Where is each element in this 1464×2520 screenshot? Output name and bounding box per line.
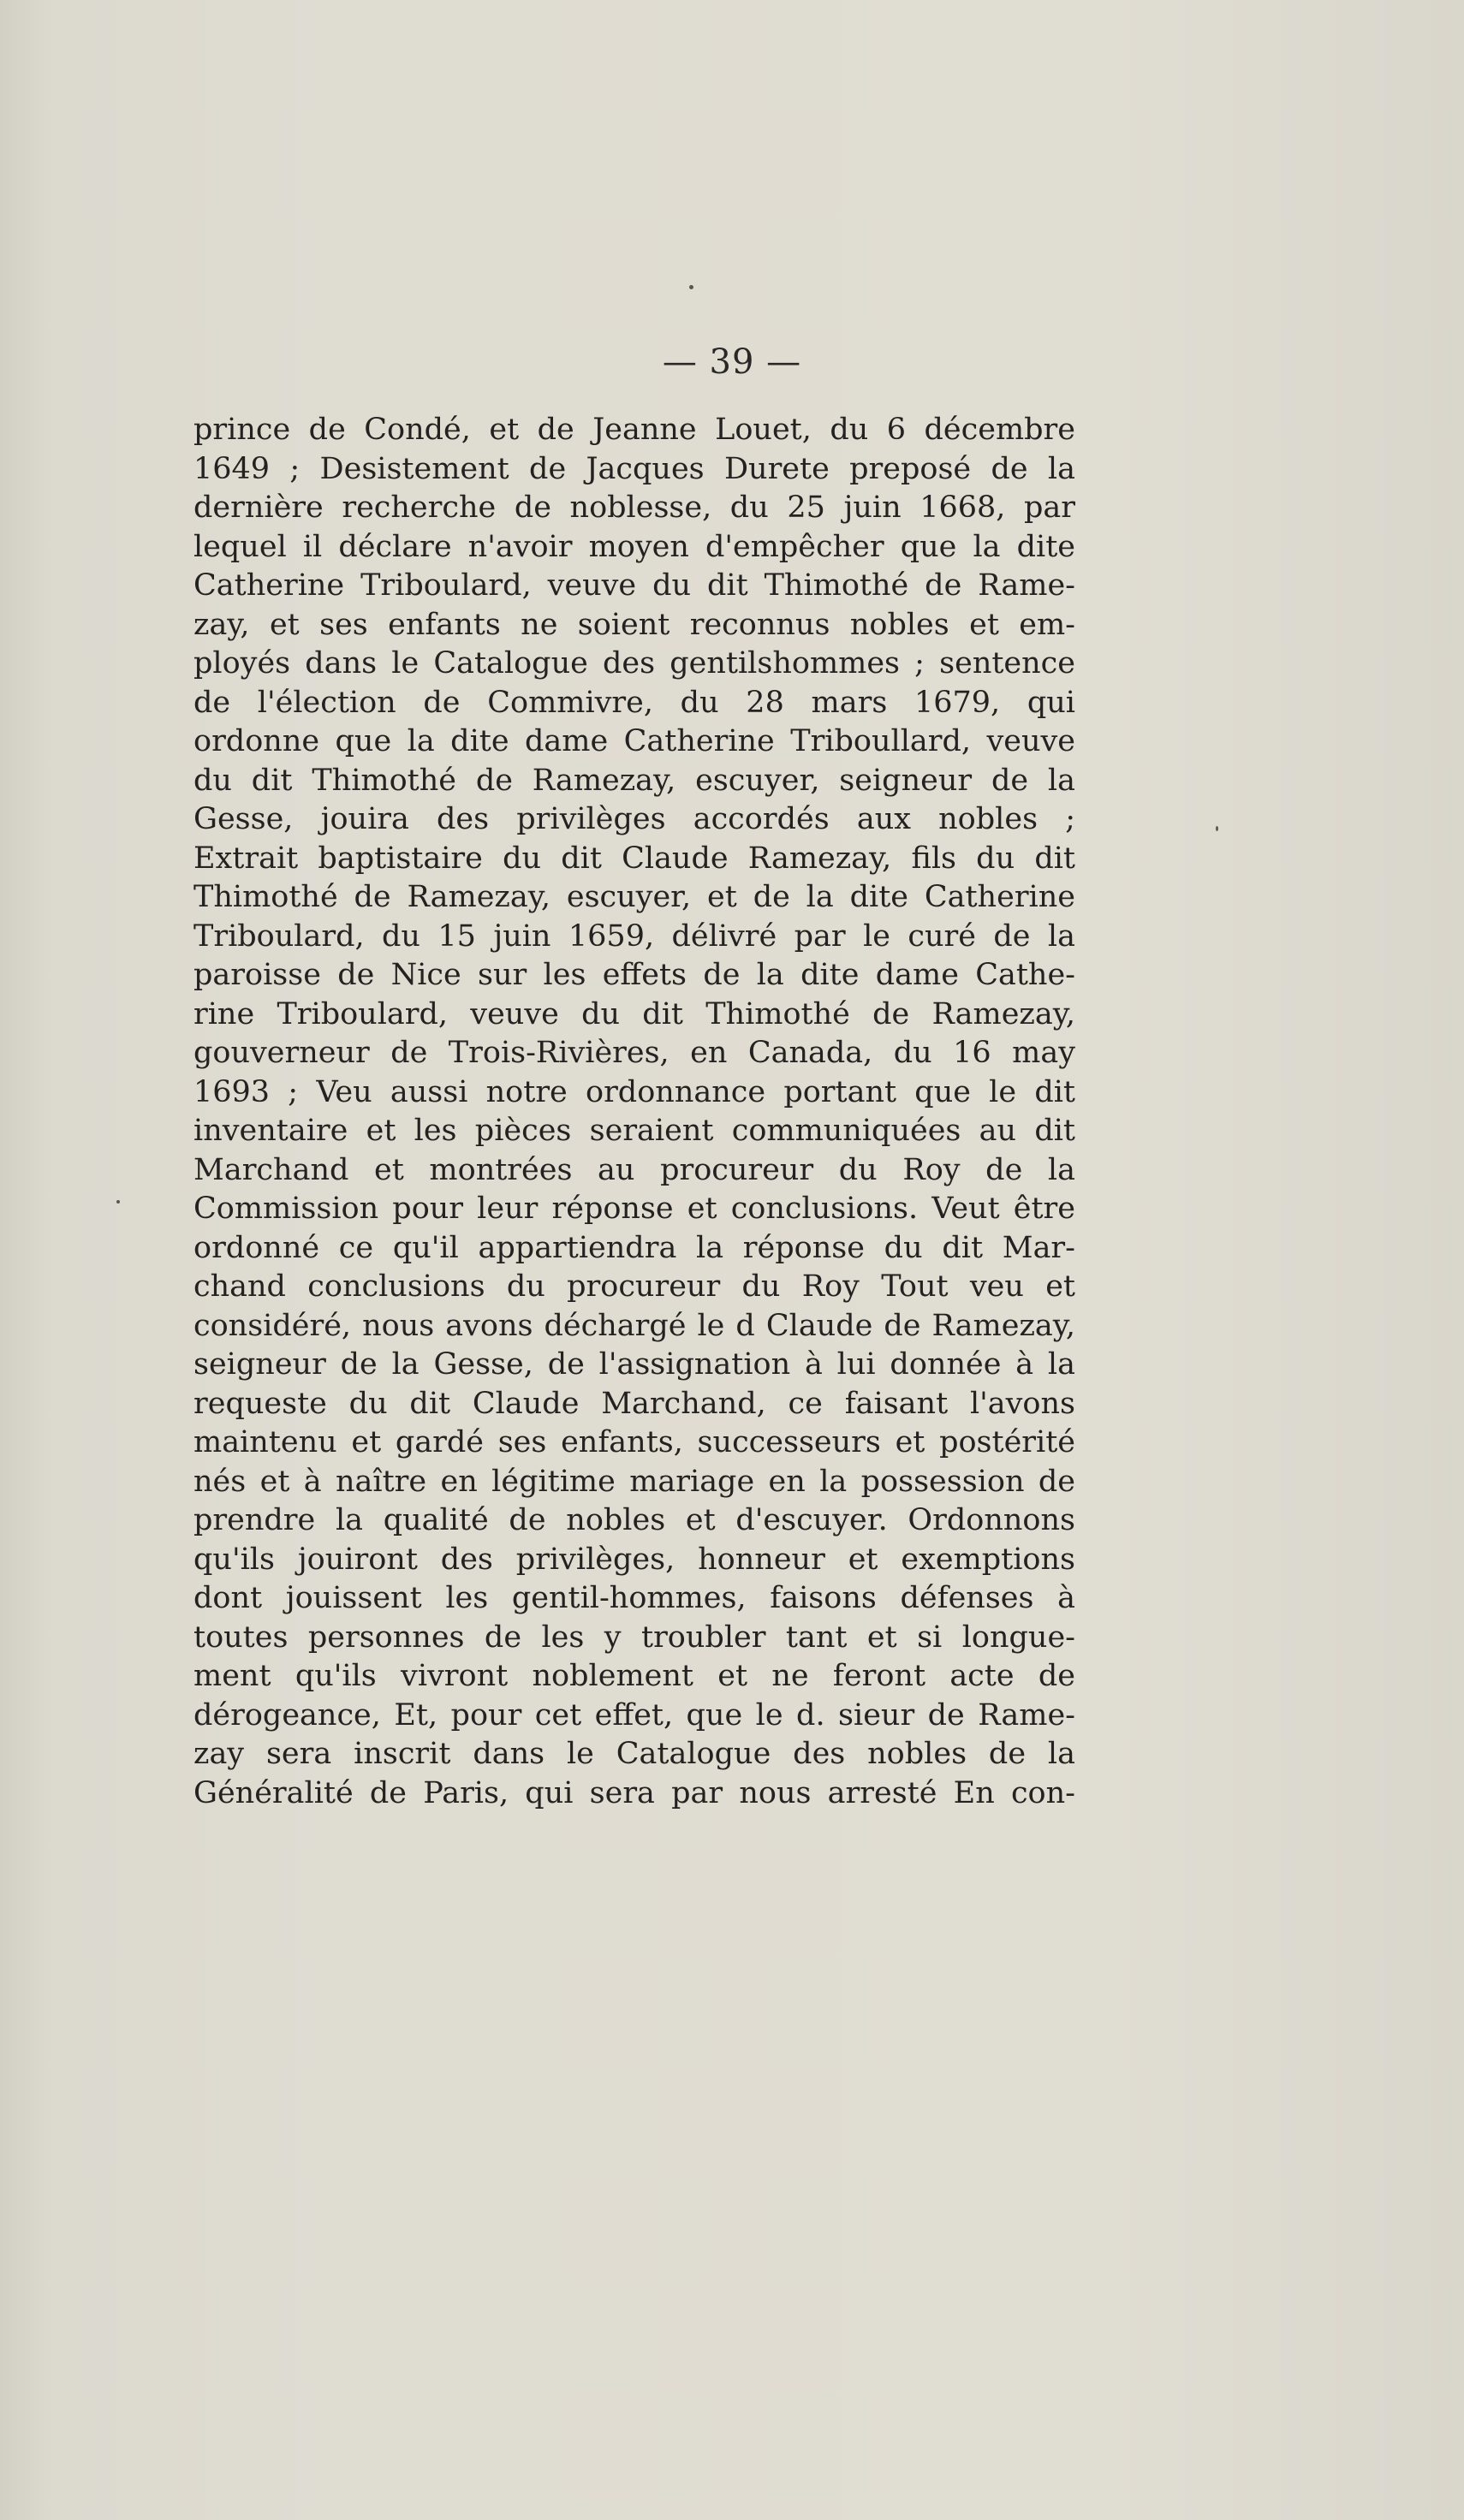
paper-speck xyxy=(689,285,693,289)
text-line: considéré, nous avons déchargé le d Claude de Ramezay, xyxy=(193,1308,1075,1343)
text-line: 1693 ; Veu aussi notre ordonnance portant que le dit xyxy=(193,1074,1075,1109)
text-line: Commission pour leur réponse et conclusions. Veut être xyxy=(193,1192,1075,1226)
paper-speck xyxy=(1216,826,1218,831)
text-line: paroisse de Nice sur les effets de la dite dame Cathe- xyxy=(193,958,1075,992)
text-line: ordonne que la dite dame Catherine Triboullard, veuve xyxy=(193,724,1075,758)
text-line: Catherine Triboulard, veuve du dit Thimothé de Rame- xyxy=(193,568,1075,603)
text-line: prendre la qualité de nobles et d'escuyer. Ordonnons xyxy=(193,1503,1075,1537)
text-line: dont jouissent les gentil-hommes, faisons défenses à xyxy=(193,1581,1075,1615)
text-line: du dit Thimothé de Ramezay, escuyer, seigneur de la xyxy=(193,763,1075,798)
text-line: dérogeance, Et, pour cet effet, que le d. sieur de Rame- xyxy=(193,1697,1075,1732)
text-line: Triboulard, du 15 juin 1659, délivré par le curé de la xyxy=(193,918,1075,954)
paper-speck xyxy=(116,1200,120,1204)
text-line: requeste du dit Claude Marchand, ce faisant l'avons xyxy=(193,1386,1075,1421)
text-line: Extrait baptistaire du dit Claude Ramezay, fils du dit xyxy=(193,841,1075,876)
text-line: gouverneur de Trois-Rivières, en Canada, du 16 may xyxy=(193,1036,1075,1070)
text-line: zay, et ses enfants ne soient reconnus nobles et em- xyxy=(193,607,1075,642)
text-line: qu'ils jouiront des privilèges, honneur et exemptions xyxy=(193,1542,1075,1577)
text-line: Généralité de Paris, qui sera par nous arresté En con- xyxy=(193,1775,1075,1810)
text-line: 1649 ; Desistement de Jacques Durete preposé de la xyxy=(193,451,1075,486)
text-line: ment qu'ils vivront noblement et ne feront acte de xyxy=(193,1659,1075,1693)
text-line: dernière recherche de noblesse, du 25 juin 1668, par xyxy=(193,490,1075,525)
text-line: ployés dans le Catalogue des gentilshommes ; sentence xyxy=(193,646,1075,681)
text-line: rine Triboulard, veuve du dit Thimothé de Ramezay, xyxy=(193,996,1075,1031)
text-line: Marchand et montrées au procureur du Roy de la xyxy=(193,1152,1075,1187)
text-line: seigneur de la Gesse, de l'assignation à lui donnée à la xyxy=(193,1347,1075,1382)
text-line: prince de Condé, et de Jeanne Louet, du 6 décembre xyxy=(193,413,1075,447)
text-line: Gesse, jouira des privilèges accordés aux nobles ; xyxy=(193,802,1075,836)
page-number: — 39 — xyxy=(662,342,802,382)
text-line: Thimothé de Ramezay, escuyer, et de la dite Catherine xyxy=(193,880,1075,914)
body-text xyxy=(193,411,1075,1813)
text-line: de l'élection de Commivre, du 28 mars 1679, qui xyxy=(193,685,1075,720)
text-line: inventaire et les pièces seraient communiquées au dit xyxy=(193,1114,1075,1148)
text-line: chand conclusions du procureur du Roy Tout veu et xyxy=(193,1269,1075,1304)
text-line: toutes personnes de les y troubler tant et si longue- xyxy=(193,1620,1075,1655)
text-line: zay sera inscrit dans le Catalogue des nobles de la xyxy=(193,1737,1075,1771)
text-line: lequel il déclare n'avoir moyen d'empêcher que la dite xyxy=(193,529,1075,564)
text-line: nés et à naître en légitime mariage en la possession de xyxy=(193,1464,1075,1499)
text-line: maintenu et gardé ses enfants, successeurs et postérité xyxy=(193,1425,1075,1459)
text-line: ordonné ce qu'il appartiendra la réponse du dit Mar- xyxy=(193,1230,1075,1265)
